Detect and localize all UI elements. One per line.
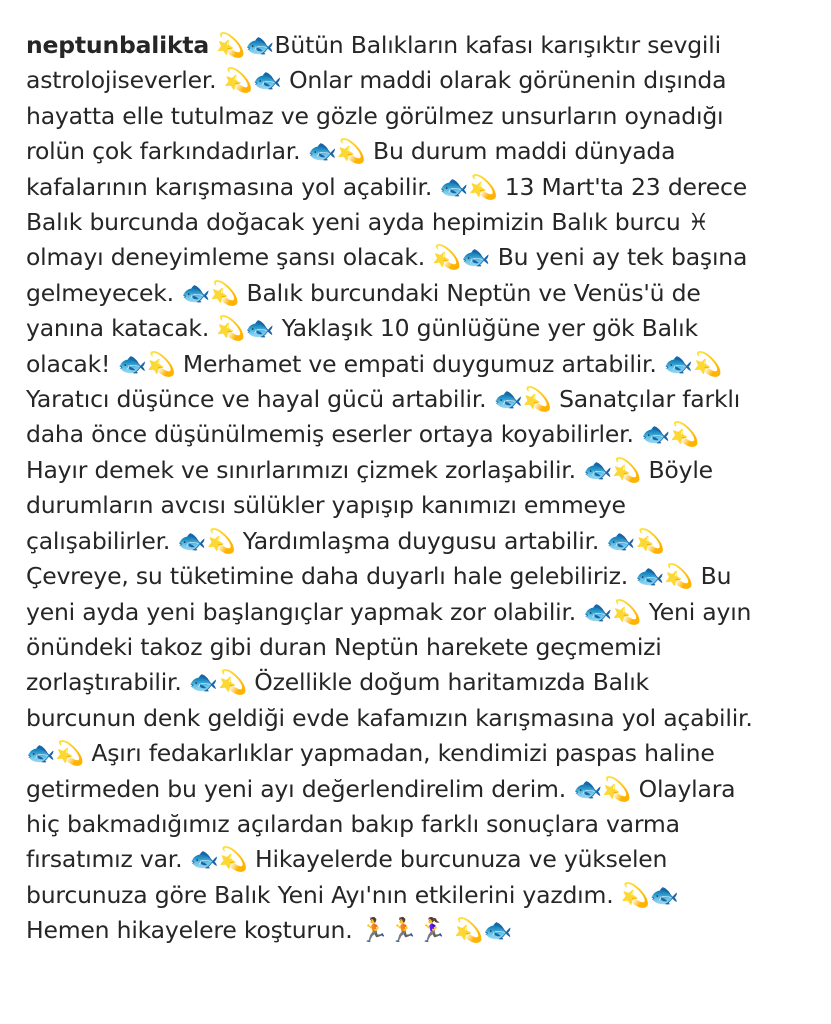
caption-line-3: hayatta elle tutulmaz ve gözle görülmez unsurların oynadığı [26,101,724,130]
caption-line-23: hiç bakmadığımız açılardan bakıp farklı sonuçlara varma [26,809,680,838]
caption-line-9: yanına katacak. 💫🐟 Yaklaşık 10 günlüğüne yer gök Balık [26,314,698,343]
caption-line-2: astrolojiseverler. 💫🐟 Onlar maddi olarak görünenin dışında [26,66,727,95]
caption-line-19: zorlaştırabilir. 🐟💫 Özellikle doğum haritamızda Balık [26,668,649,697]
caption-line-1 [26,28,816,63]
caption-line-18: önündeki takoz gibi duran Neptün harekete geçmemizi [26,632,662,661]
caption-line-20: burcunun denk geldiği evde kafamızın karışmasına yol açabilir. [26,703,753,732]
caption-line-4: rolün çok farkındadırlar. 🐟💫 Bu durum maddi dünyada [26,137,676,166]
post-caption [26,28,816,949]
caption-line-25: burcunuza göre Balık Yeni Ayı'nın etkilerini yazdım. 💫🐟 [26,880,679,909]
caption-line-17: yeni ayda yeni başlangıçlar yapmak zor olabilir. 🐟💫 Yeni ayın [26,597,752,626]
caption-line-10: olacak! 🐟💫 Merhamet ve empati duygumuz artabilir. 🐟💫 [26,349,723,378]
caption-line-14: durumların avcısı sülükler yapışıp kanımızı emmeye [26,491,626,520]
caption-line-6: Balık burcunda doğacak yeni ayda hepimizin Balık burcu ♓ [26,208,709,237]
caption-line-24: fırsatımız var. 🐟💫 Hikayelerde burcunuza ve yükselen [26,845,668,874]
username-link[interactable]: neptunbalikta [26,31,210,59]
caption-line-7: olmayı deneyimleme şansı olacak. 💫🐟 Bu yeni ay tek başına [26,243,748,272]
caption-line-16: Çevreye, su tüketimine daha duyarlı hale gelebiliriz. 🐟💫 Bu [26,562,732,591]
caption-line-8: gelmeyecek. 🐟💫 Balık burcundaki Neptün ve Venüs'ü de [26,278,701,307]
caption-line-13: Hayır demek ve sınırlarımızı çizmek zorlaşabilir. 🐟💫 Böyle [26,455,713,484]
caption-line-26: Hemen hikayelere koşturun. 🏃🏃🏃‍♀️ 💫🐟 [26,916,513,945]
caption-line-15: çalışabilirler. 🐟💫 Yardımlaşma duygusu artabilir. 🐟💫 [26,526,665,555]
caption-line-12: daha önce düşünülmemiş eserler ortaya koyabilirler. 🐟💫 [26,420,700,449]
caption-line-22: getirmeden bu yeni ayı değerlendirelim derim. 🐟💫 Olaylara [26,774,736,803]
caption-text: 💫🐟Bütün Balıkların kafası karışıktır sevgili [209,31,721,59]
caption-line-21: 🐟💫 Aşırı fedakarlıklar yapmadan, kendimizi paspas haline [26,739,715,768]
caption-line-11: Yaratıcı düşünce ve hayal gücü artabilir. 🐟💫 Sanatçılar farklı [26,385,741,414]
caption-line-5: kafalarının karışmasına yol açabilir. 🐟💫 13 Mart'ta 23 derece [26,172,747,201]
